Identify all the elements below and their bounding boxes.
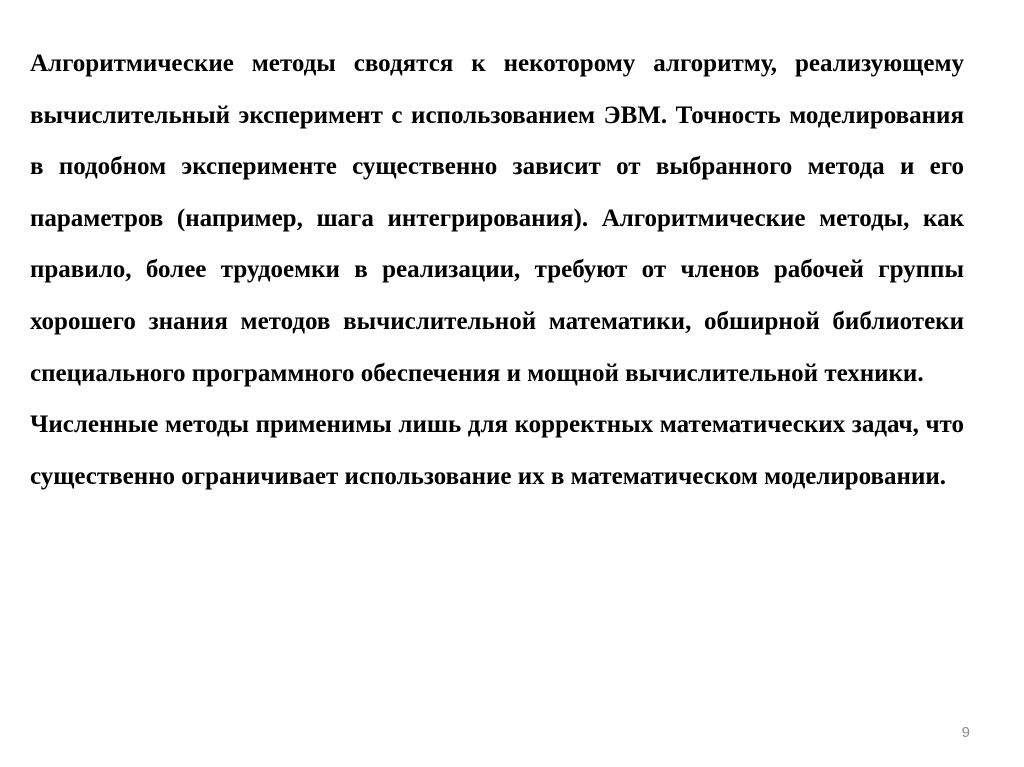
slide-body: [30, 38, 964, 502]
page-number: 9: [961, 724, 970, 741]
paragraph-algorithmic-methods: Алгоритмические методы сводятся к некоторому алгоритму, реализующему вычислительный эксперимент с использованием ЭВМ. Точность моделирования в подобном эксперименте существенно зависит от выбранного метода и его параметров (например, шага интегрирования). Алгоритмические методы, как правило, более трудоемки в реализации, требуют от членов рабочей группы хорошего знания методов вычислительной математики, обширной библиотеки специального программного обеспечения и мощной вычислительной техники.: [30, 50, 964, 387]
paragraph-numerical-methods: Численные методы применимы лишь для корректных математических задач, что существенно ограничивает использование их в математическом моделировании.: [30, 411, 964, 490]
